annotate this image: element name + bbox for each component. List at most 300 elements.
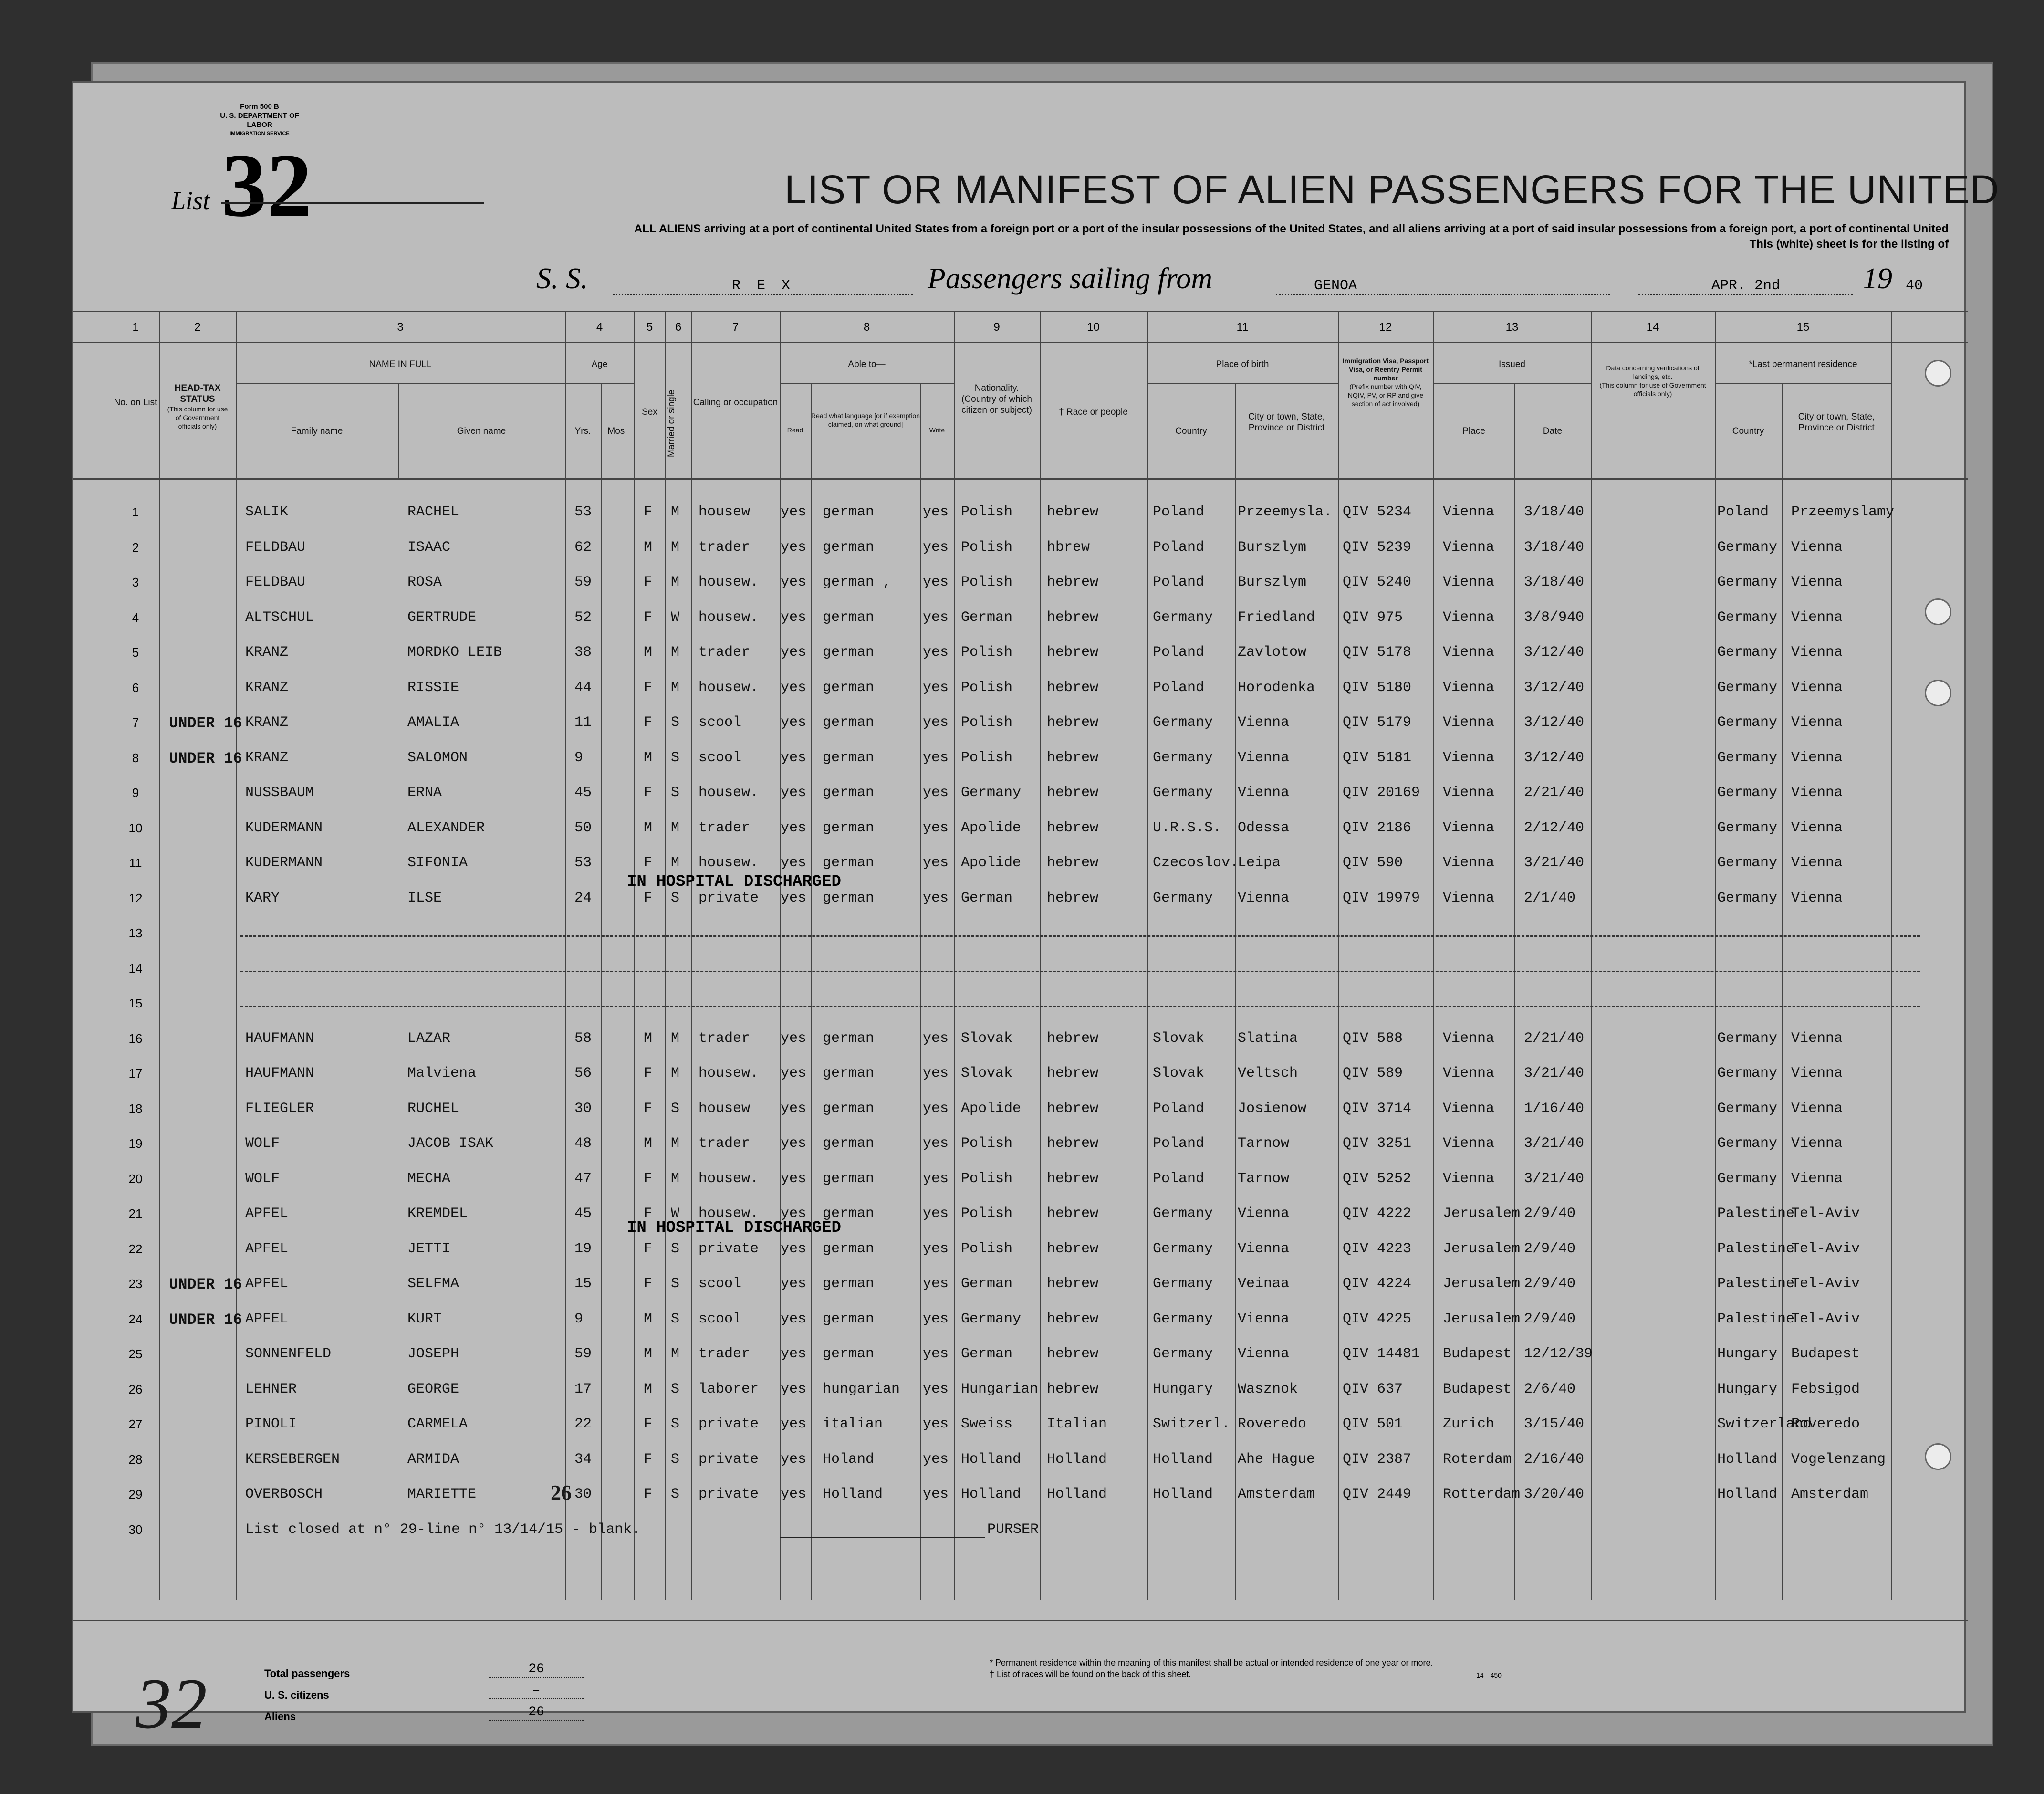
cell-occ: trader — [699, 1346, 751, 1362]
table-row — [73, 1335, 1968, 1371]
cell-rcountry: Palestine — [1717, 1311, 1795, 1327]
cell-idate: 3/21/40 — [1524, 1135, 1585, 1152]
cell-read: yes — [781, 714, 807, 731]
cell-given: RACHEL — [407, 504, 459, 520]
cell-idate: 3/15/40 — [1524, 1416, 1585, 1432]
table-row — [73, 1265, 1968, 1301]
cell-visa: QIV 4222 — [1343, 1206, 1412, 1222]
cell-rcity: Vienna — [1791, 539, 1843, 556]
cell-read: yes — [781, 749, 807, 766]
row-number: 28 — [128, 1452, 143, 1467]
cell-family: LEHNER — [245, 1381, 297, 1397]
cell-iplace: Vienna — [1443, 819, 1495, 836]
cell-age: 11 — [574, 714, 592, 731]
cell-given: SELFMA — [407, 1276, 459, 1292]
cell-occ: housew. — [699, 785, 759, 801]
cell-family: ALTSCHUL — [245, 609, 314, 626]
cell-lang: Holand — [823, 1451, 875, 1468]
row-number: 14 — [128, 961, 143, 976]
cell-ms: M — [671, 1065, 680, 1081]
cell-age: 9 — [574, 1311, 584, 1327]
cell-bcountry: Germany — [1153, 1206, 1213, 1222]
cell-nat: Slovak — [961, 1065, 1013, 1081]
row-number: 27 — [128, 1417, 143, 1431]
cell-age: 15 — [574, 1276, 592, 1292]
margin-mark: 32 — [136, 1664, 207, 1743]
table-row — [73, 529, 1968, 564]
row-number: 3 — [132, 575, 139, 589]
cell-read: yes — [781, 539, 807, 556]
cell-family: PINOLI — [245, 1416, 297, 1432]
colnum-rule — [73, 342, 1968, 343]
cell-rcountry: Hungary — [1717, 1346, 1778, 1362]
cell-rcountry: Hungary — [1717, 1381, 1778, 1397]
cell-nat: Apolide — [961, 819, 1022, 836]
cell-occ: private — [699, 1486, 759, 1502]
cell-sex: F — [644, 609, 653, 626]
table-row — [73, 1406, 1968, 1441]
table-row — [73, 704, 1968, 739]
cell-nat: Holland — [961, 1451, 1022, 1468]
cell-visa: QIV 2449 — [1343, 1486, 1412, 1502]
able-subrule — [780, 383, 954, 384]
cell-family: FELDBAU — [245, 539, 306, 556]
cell-age: 17 — [574, 1381, 592, 1397]
cell-family: APFEL — [245, 1276, 289, 1292]
cell-ms: S — [671, 1100, 680, 1117]
cell-bcountry: Slovak — [1153, 1065, 1205, 1081]
cell-rcountry: Germany — [1717, 714, 1778, 731]
cell-race: Holland — [1047, 1451, 1107, 1468]
cell-bcity: Wasznok — [1238, 1381, 1298, 1397]
cell-sex: M — [644, 644, 653, 661]
cell-given: MARIETTE — [407, 1486, 477, 1502]
row-number: 23 — [128, 1277, 143, 1291]
cell-ms: W — [671, 609, 680, 626]
cell-visa: QIV 5252 — [1343, 1170, 1412, 1187]
cell-ms: M — [671, 1030, 680, 1047]
cell-occ: scool — [699, 1311, 742, 1327]
cell-read: yes — [781, 1170, 807, 1187]
col-name-in-full: NAME IN FULL — [369, 359, 432, 369]
cell-lang: german — [823, 1206, 875, 1222]
cell-write: yes — [923, 1030, 949, 1047]
cell-visa: QIV 3251 — [1343, 1135, 1412, 1152]
cell-visa: QIV 19979 — [1343, 890, 1420, 906]
cell-given: JACOB ISAK — [407, 1135, 494, 1152]
cell-age: 58 — [574, 1030, 592, 1047]
cell-occ: laborer — [699, 1381, 759, 1397]
cell-occ: housew. — [699, 1170, 759, 1187]
cell-bcountry: Poland — [1153, 679, 1205, 696]
cell-idate: 3/12/40 — [1524, 714, 1585, 731]
cell-rcountry: Germany — [1717, 819, 1778, 836]
cell-nat: German — [961, 890, 1013, 906]
row-number: 21 — [128, 1206, 143, 1221]
cell-sex: F — [644, 1206, 653, 1222]
cell-idate: 2/9/40 — [1524, 1311, 1576, 1327]
cell-race: hebrew — [1047, 749, 1099, 766]
cell-ms: S — [671, 1276, 680, 1292]
cell-race: hebrew — [1047, 679, 1099, 696]
cell-write: yes — [923, 890, 949, 906]
cell-given: RUCHEL — [407, 1100, 459, 1117]
visa-note: (Prefix number with QIV, NQIV, PV, or RP and give section of act involved) — [1347, 383, 1424, 408]
cell-age: 24 — [574, 890, 592, 906]
cell-visa: QIV 588 — [1343, 1030, 1403, 1047]
cell-nat: Polish — [961, 574, 1013, 590]
sailing-label: Passengers sailing from — [928, 262, 1213, 295]
table-row — [73, 599, 1968, 634]
cell-bcountry: Germany — [1153, 1311, 1213, 1327]
cell-visa: QIV 2186 — [1343, 819, 1412, 836]
cell-read: yes — [781, 1486, 807, 1502]
cell-write: yes — [923, 1311, 949, 1327]
cell-ms: S — [671, 714, 680, 731]
cell-age: 38 — [574, 644, 592, 661]
cell-lang: german — [823, 1065, 875, 1081]
cell-rcity: Vienna — [1791, 679, 1843, 696]
cell-write: yes — [923, 819, 949, 836]
cell-rcountry: Germany — [1717, 574, 1778, 590]
purser-label: PURSER — [987, 1521, 1039, 1538]
row-number: 1 — [132, 505, 139, 519]
cell-rcity: Vienna — [1791, 1030, 1843, 1047]
cell-rcity: Vienna — [1791, 1100, 1843, 1117]
cell-family: SALIK — [245, 504, 289, 520]
cell-given: ERNA — [407, 785, 442, 801]
colnum-13: 13 — [1505, 321, 1519, 334]
cell-nat: Hungarian — [961, 1381, 1039, 1397]
cell-read: yes — [781, 679, 807, 696]
aliens-value: 26 — [489, 1705, 584, 1721]
cell-given: GERTRUDE — [407, 609, 477, 626]
cell-read: yes — [781, 1065, 807, 1081]
service-name: IMMIGRATION SERVICE — [229, 131, 290, 136]
verifications-note: (This column for use of Government officials only) — [1599, 381, 1706, 398]
cell-nat: Sweiss — [961, 1416, 1013, 1432]
head-tax-note: (This column for use of Government officials only) — [167, 405, 228, 430]
cell-bcountry: Germany — [1153, 749, 1213, 766]
cell-ms: M — [671, 1135, 680, 1152]
cell-bcountry: Poland — [1153, 539, 1205, 556]
cell-family: NUSSBAUM — [245, 785, 314, 801]
cell-read: yes — [781, 1416, 807, 1432]
cell-write: yes — [923, 574, 949, 590]
cell-read: yes — [781, 574, 807, 590]
hospital-stamp-row-9: IN HOSPITAL DISCHARGED — [627, 873, 841, 891]
cell-occ: scool — [699, 714, 742, 731]
cell-given: LAZAR — [407, 1030, 451, 1047]
cell-age: 50 — [574, 819, 592, 836]
cell-read: yes — [781, 819, 807, 836]
cell-bcity: Odessa — [1238, 819, 1290, 836]
cell-occ: trader — [699, 1030, 751, 1047]
cell-bcity: Vienna — [1238, 1240, 1290, 1257]
cell-idate: 3/8/940 — [1524, 609, 1585, 626]
row-number: 30 — [128, 1522, 143, 1537]
cell-rcity: Febsigod — [1791, 1381, 1860, 1397]
cell-given: MECHA — [407, 1170, 451, 1187]
cell-occ: housew — [699, 504, 751, 520]
cell-visa: QIV 5181 — [1343, 749, 1412, 766]
cell-visa: QIV 14481 — [1343, 1346, 1420, 1362]
cell-occ: housew. — [699, 1065, 759, 1081]
cell-sex: F — [644, 679, 653, 696]
cell-rcity: Vienna — [1791, 609, 1843, 626]
cell-bcity: Tarnow — [1238, 1135, 1290, 1152]
cell-nat: Polish — [961, 749, 1013, 766]
cell-bcountry: Switzerl. — [1153, 1416, 1231, 1432]
list-underline — [221, 202, 484, 204]
cell-bcountry: Czecoslov. — [1153, 855, 1239, 871]
col-read: Read — [787, 426, 803, 434]
cell-sex: M — [644, 1381, 653, 1397]
cell-iplace: Vienna — [1443, 785, 1495, 801]
cell-rcountry: Germany — [1717, 855, 1778, 871]
cell-rcity: Tel-Aviv — [1791, 1240, 1860, 1257]
cell-rcity: Roveredo — [1791, 1416, 1860, 1432]
cell-idate: 2/21/40 — [1524, 1030, 1585, 1047]
head-tax-label: HEAD-TAX STATUS — [174, 383, 221, 404]
cell-idate: 3/18/40 — [1524, 504, 1585, 520]
cell-write: yes — [923, 1206, 949, 1222]
col-yrs: Yrs. — [574, 426, 591, 436]
cell-nat: Holland — [961, 1486, 1022, 1502]
cell-given: KURT — [407, 1311, 442, 1327]
cell-rcity: Tel-Aviv — [1791, 1206, 1860, 1222]
cell-lang: german — [823, 1170, 875, 1187]
table-row — [73, 1441, 1968, 1476]
cell-nat: German — [961, 1276, 1013, 1292]
cell-bcountry: Germany — [1153, 1276, 1213, 1292]
cell-race: hebrew — [1047, 1135, 1099, 1152]
row-number: 10 — [128, 820, 143, 835]
cell-nat: Polish — [961, 714, 1013, 731]
cell-idate: 3/12/40 — [1524, 679, 1585, 696]
cell-iplace: Jerusalem — [1443, 1206, 1521, 1222]
row-number: 13 — [128, 926, 143, 940]
cell-lang: german — [823, 1100, 875, 1117]
form-code: 14—450 — [1476, 1671, 1502, 1679]
cell-ms: S — [671, 1240, 680, 1257]
cell-rcountry: Germany — [1717, 1135, 1778, 1152]
cell-rcity: Tel-Aviv — [1791, 1311, 1860, 1327]
cell-rcountry: Germany — [1717, 1065, 1778, 1081]
row-number: 26 — [128, 1382, 143, 1396]
cell-sex: M — [644, 1346, 653, 1362]
cell-iplace: Jerusalem — [1443, 1276, 1521, 1292]
cell-visa: QIV 637 — [1343, 1381, 1403, 1397]
cell-rcountry: Germany — [1717, 1100, 1778, 1117]
cell-family: WOLF — [245, 1135, 280, 1152]
cell-bcity: Vienna — [1238, 1346, 1290, 1362]
col-calling: Calling or occupation — [693, 398, 778, 408]
cell-age: 45 — [574, 1206, 592, 1222]
table-row — [73, 880, 1968, 915]
cell-age: 47 — [574, 1170, 592, 1187]
cell-sex: F — [644, 574, 653, 590]
cell-bcountry: Poland — [1153, 1135, 1205, 1152]
cell-nat: German — [961, 609, 1013, 626]
cell-race: hebrew — [1047, 714, 1099, 731]
cell-lang: german , — [823, 574, 892, 590]
cell-rcountry: Germany — [1717, 644, 1778, 661]
cell-bcountry: Poland — [1153, 504, 1205, 520]
cell-iplace: Budapest — [1443, 1346, 1512, 1362]
cell-idate: 3/18/40 — [1524, 539, 1585, 556]
cell-given: JETTI — [407, 1240, 451, 1257]
cell-bcity: Burszlym — [1238, 574, 1307, 590]
name-subrule — [236, 383, 565, 384]
cell-rcountry: Germany — [1717, 679, 1778, 696]
cell-ms: S — [671, 785, 680, 801]
cell-family: APFEL — [245, 1240, 289, 1257]
cell-family: KRANZ — [245, 749, 289, 766]
cell-bcountry: Poland — [1153, 644, 1205, 661]
cell-tax: UNDER 16 — [169, 714, 242, 732]
subtitle-line-2: This (white) sheet is for the listing of — [1749, 238, 1949, 251]
manifest-subtitle — [407, 221, 1949, 252]
colnum-5: 5 — [646, 321, 653, 334]
colnum-11: 11 — [1236, 321, 1249, 334]
cell-tax: UNDER 16 — [169, 1276, 242, 1293]
cell-family: KUDERMANN — [245, 855, 323, 871]
col-family-name: Family name — [291, 426, 343, 436]
table-row — [73, 809, 1968, 845]
colnum-4: 4 — [596, 321, 603, 334]
cell-ms: S — [671, 1451, 680, 1468]
cell-race: hebrew — [1047, 1206, 1099, 1222]
cell-sex: F — [644, 785, 653, 801]
total-passengers-value: 26 — [489, 1662, 584, 1678]
cell-iplace: Vienna — [1443, 1030, 1495, 1047]
cell-family: APFEL — [245, 1311, 289, 1327]
colnum-6: 6 — [675, 321, 682, 334]
cell-lang: hungarian — [823, 1381, 900, 1397]
cell-lang: italian — [823, 1416, 883, 1432]
department-name: U. S. DEPARTMENT OF LABOR — [220, 112, 299, 129]
cell-rcountry: Palestine — [1717, 1206, 1795, 1222]
cell-race: Holland — [1047, 1486, 1107, 1502]
cell-family: APFEL — [245, 1206, 289, 1222]
cell-bcity: Ahe Hague — [1238, 1451, 1315, 1468]
cell-sex: F — [644, 714, 653, 731]
row-number: 6 — [132, 680, 139, 695]
blank-line — [240, 935, 1920, 937]
colnum-2: 2 — [194, 321, 201, 334]
colnum-8: 8 — [863, 321, 870, 334]
col-last-residence: *Last permanent residence — [1749, 359, 1857, 369]
cell-rcity: Tel-Aviv — [1791, 1276, 1860, 1292]
hospital-stamp-row-19: IN HOSPITAL DISCHARGED — [627, 1219, 841, 1237]
cell-ms: M — [671, 539, 680, 556]
cell-occ: housew. — [699, 609, 759, 626]
row-number: 29 — [128, 1487, 143, 1501]
cell-visa: QIV 4223 — [1343, 1240, 1412, 1257]
cell-rcity: Vienna — [1791, 890, 1843, 906]
cell-occ: scool — [699, 1276, 742, 1292]
cell-given: ILSE — [407, 890, 442, 906]
cell-tax: UNDER 16 — [169, 1311, 242, 1329]
table-row — [73, 774, 1968, 809]
cell-ms: S — [671, 1381, 680, 1397]
cell-rcity: Budapest — [1791, 1346, 1860, 1362]
cell-given: RISSIE — [407, 679, 459, 696]
colnum-3: 3 — [397, 321, 404, 334]
cell-bcity: Vienna — [1238, 1311, 1290, 1327]
cell-idate: 1/16/40 — [1524, 1100, 1585, 1117]
cell-age: 45 — [574, 785, 592, 801]
cell-ms: M — [671, 855, 680, 871]
cell-lang: german — [823, 714, 875, 731]
cell-bcountry: Germany — [1153, 785, 1213, 801]
cell-bcity: Vienna — [1238, 785, 1290, 801]
footnote-races: † List of races will be found on the back of this sheet. — [990, 1669, 1191, 1679]
cell-bcity: Josienow — [1238, 1100, 1307, 1117]
col-race: † Race or people — [1059, 407, 1128, 417]
cell-read: yes — [781, 504, 807, 520]
cell-lang: german — [823, 855, 875, 871]
cell-read: yes — [781, 1381, 807, 1397]
cell-iplace: Vienna — [1443, 574, 1495, 590]
cell-idate: 3/18/40 — [1524, 574, 1585, 590]
visa-label: Immigration Visa, Passport Visa, or Reentry Permit number — [1342, 357, 1429, 382]
cell-iplace: Vienna — [1443, 1135, 1495, 1152]
table-row — [73, 1371, 1968, 1406]
row-number: 7 — [132, 715, 139, 730]
cell-iplace: Vienna — [1443, 1100, 1495, 1117]
form-number: Form 500 B — [240, 103, 279, 111]
cell-bcountry: Poland — [1153, 1170, 1205, 1187]
cell-race: hebrew — [1047, 1381, 1099, 1397]
cell-read: yes — [781, 1030, 807, 1047]
cell-bcity: Vienna — [1238, 749, 1290, 766]
cell-race: hebrew — [1047, 785, 1099, 801]
row-number: 9 — [132, 786, 139, 800]
cell-write: yes — [923, 1486, 949, 1502]
cell-write: yes — [923, 714, 949, 731]
cell-ms: S — [671, 1416, 680, 1432]
cell-bcity: Przeemysla. — [1238, 504, 1333, 520]
cell-idate: 2/12/40 — [1524, 819, 1585, 836]
cell-sex: F — [644, 1065, 653, 1081]
cell-lang: german — [823, 1311, 875, 1327]
residence-subrule — [1715, 383, 1891, 384]
cell-race: hebrew — [1047, 855, 1099, 871]
cell-given: MORDKO LEIB — [407, 644, 502, 661]
blank-line — [240, 971, 1920, 972]
manifest-sheet — [72, 81, 2000, 1743]
cell-visa: QIV 20169 — [1343, 785, 1420, 801]
mark-26: 26 — [551, 1481, 572, 1504]
cell-nat: Germany — [961, 785, 1022, 801]
cell-race: hebrew — [1047, 1276, 1099, 1292]
table-row — [73, 1020, 1968, 1055]
cell-occ: trader — [699, 819, 751, 836]
ship-name: R E X — [613, 278, 913, 295]
cell-bcity: Veinaa — [1238, 1276, 1290, 1292]
cell-write: yes — [923, 749, 949, 766]
cell-idate: 3/21/40 — [1524, 1170, 1585, 1187]
row-number: 5 — [132, 645, 139, 660]
colnum-12: 12 — [1379, 321, 1392, 334]
cell-lang: german — [823, 1276, 875, 1292]
grid-top-rule — [73, 311, 1968, 312]
list-word: List — [171, 186, 210, 215]
cell-visa: QIV 5240 — [1343, 574, 1412, 590]
cell-lang: german — [823, 819, 875, 836]
